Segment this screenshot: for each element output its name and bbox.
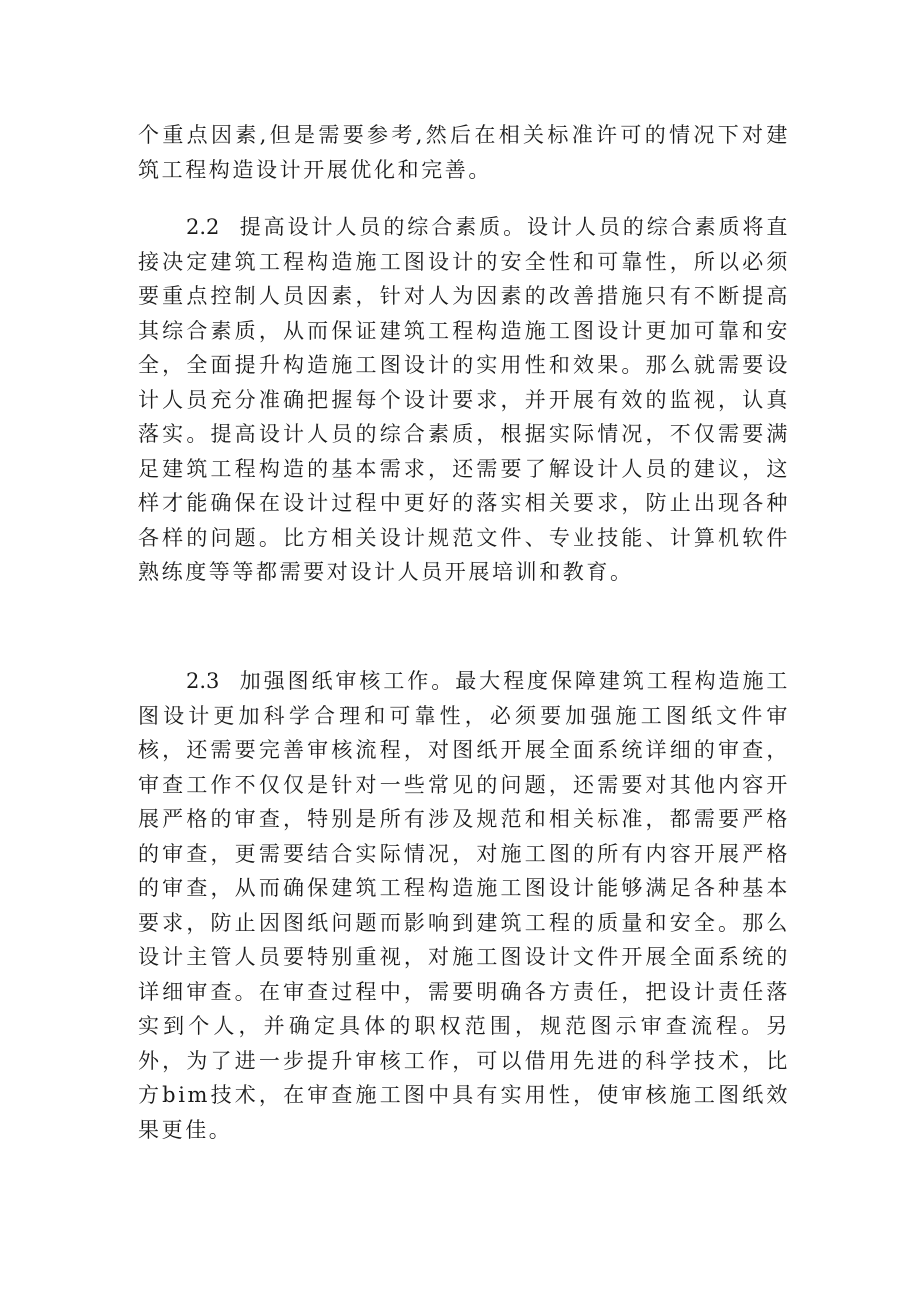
- section-text-2-2: 提高设计人员的综合素质。设计人员的综合素质将直接决定建筑工程构造施工图设计的安全性和可靠性，所以必须要重点控制人员因素，针对人为因素的改善措施只有不断提高其综合素质，从而保证建筑工程构造施工图设计更加可靠和安全，全面提升构造施工图设计的实用性和效果。那么就需要设计人员充分准确把握每个设计要求，并开展有效的监视，认真落实。提高设计人员的综合素质，根据实际情况，不仅需要满足建筑工程构造的基本需求，还需要了解设计人员的建议，这样才能确保在设计过程中更好的落实相关要求，防止出现各种各样的问题。比方相关设计规范文件、专业技能、计算机软件熟练度等等都需要对设计人员开展培训和教育。: [138, 215, 790, 584]
- paragraph-continuation: 个重点因素,但是需要参考,然后在相关标准许可的情况下对建筑工程构造设计开展优化和完善。: [138, 123, 790, 182]
- section-number-2-3: 2.3: [186, 669, 220, 693]
- paragraph-section-2-2: [138, 210, 790, 590]
- paragraph-section-2-3: [138, 664, 790, 1147]
- section-number-2-2: 2.2: [186, 215, 220, 239]
- section-text-2-3: 加强图纸审核工作。最大程度保障建筑工程构造施工图设计更加科学合理和可靠性，必须要加强施工图纸文件审核，还需要完善审核流程，对图纸开展全面系统详细的审查，审查工作不仅仅是针对一些常见的问题，还需要对其他内容开展严格的审查，特别是所有涉及规范和相关标准，都需要严格的审查，更需要结合实际情况，对施工图的所有内容开展严格的审查，从而确保建筑工程构造施工图设计能够满足各种基本要求，防止因图纸问题而影响到建筑工程的质量和安全。那么设计主管人员要特别重视，对施工图设计文件开展全面系统的详细审查。在审查过程中，需要明确各方责任，把设计责任落实到个人，并确定具体的职权范围，规范图示审查流程。另外，为了进一步提升审核工作，可以借用先进的科学技术，比方bim技术，在审查施工图中具有实用性，使审核施工图纸效果更佳。: [138, 669, 790, 1142]
